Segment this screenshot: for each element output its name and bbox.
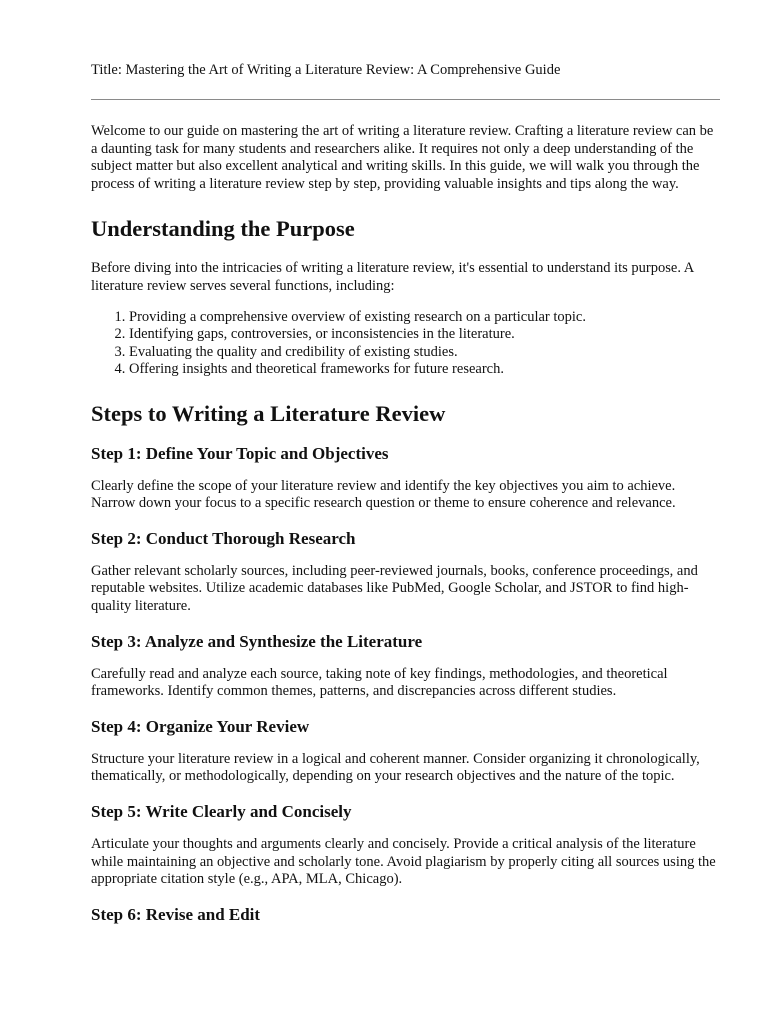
list-item: 2. Identifying gaps, controversies, or inconsistencies in the literature. [129, 326, 721, 344]
step-1-paragraph: Clearly define the scope of your literature review and identify the key objectives you aim to achieve. Narrow down your focus to a specific research question or theme to ensure coherence and relevance. [91, 477, 676, 512]
document-body [91, 123, 721, 939]
step-6-heading: Step 6: Revise and Edit [91, 904, 261, 924]
title-divider [91, 99, 720, 100]
step-3-heading: Step 3: Analyze and Synthesize the Literature [91, 631, 423, 651]
document-title: Title: Mastering the Art of Writing a Literature Review: A Comprehensive Guide [91, 62, 561, 78]
step-4-heading: Step 4: Organize Your Review [91, 716, 310, 736]
step-3-paragraph: Carefully read and analyze each source, taking note of key findings, methodologies, and theoretical frameworks. Identify common themes, patterns, and discrepancies across different studies. [91, 665, 668, 700]
purpose-paragraph: Before diving into the intricacies of writing a literature review, it's essential to understand its purpose. A literature review serves several functions, including: [91, 260, 694, 294]
step-5-paragraph: Articulate your thoughts and arguments clearly and concisely. Provide a critical analysis of the literature while maintaining an objective and scholarly tone. Avoid plagiarism by properly citing all sources using the appropriate citation style (e.g., APA, MLA, Chicago). [91, 835, 716, 888]
intro-paragraph: Welcome to our guide on mastering the art of writing a literature review. Crafting a literature review can be a daunting task for many students and researchers alike. It requires not only a deep understanding of the subject matter but also excellent analytical and writing skills. In this guide, we will walk you through the process of writing a literature review step by step, providing valuable insights and tips along the way. [91, 123, 714, 192]
steps-heading: Steps to Writing a Literature Review [91, 400, 446, 426]
step-2-heading: Step 2: Conduct Thorough Research [91, 528, 356, 548]
step-2-paragraph: Gather relevant scholarly sources, including peer-reviewed journals, books, conference proceedings, and reputable websites. Utilize academic databases like PubMed, Google Scholar, and JSTOR to find high-quality literature. [91, 562, 698, 614]
step-5-heading: Step 5: Write Clearly and Concisely [91, 801, 352, 821]
list-item: 3. Evaluating the quality and credibility of existing studies. [129, 344, 721, 362]
list-item: 4. Offering insights and theoretical frameworks for future research. [129, 361, 721, 379]
purpose-list [91, 309, 721, 379]
list-item: 1. Providing a comprehensive overview of existing research on a particular topic. [129, 309, 721, 327]
purpose-heading: Understanding the Purpose [91, 216, 355, 242]
step-4-paragraph: Structure your literature review in a logical and coherent manner. Consider organizing it chronologically, thematically, or methodologically, depending on your research objectives and the nature of the topic. [91, 750, 700, 785]
step-1-heading: Step 1: Define Your Topic and Objectives [91, 443, 389, 463]
